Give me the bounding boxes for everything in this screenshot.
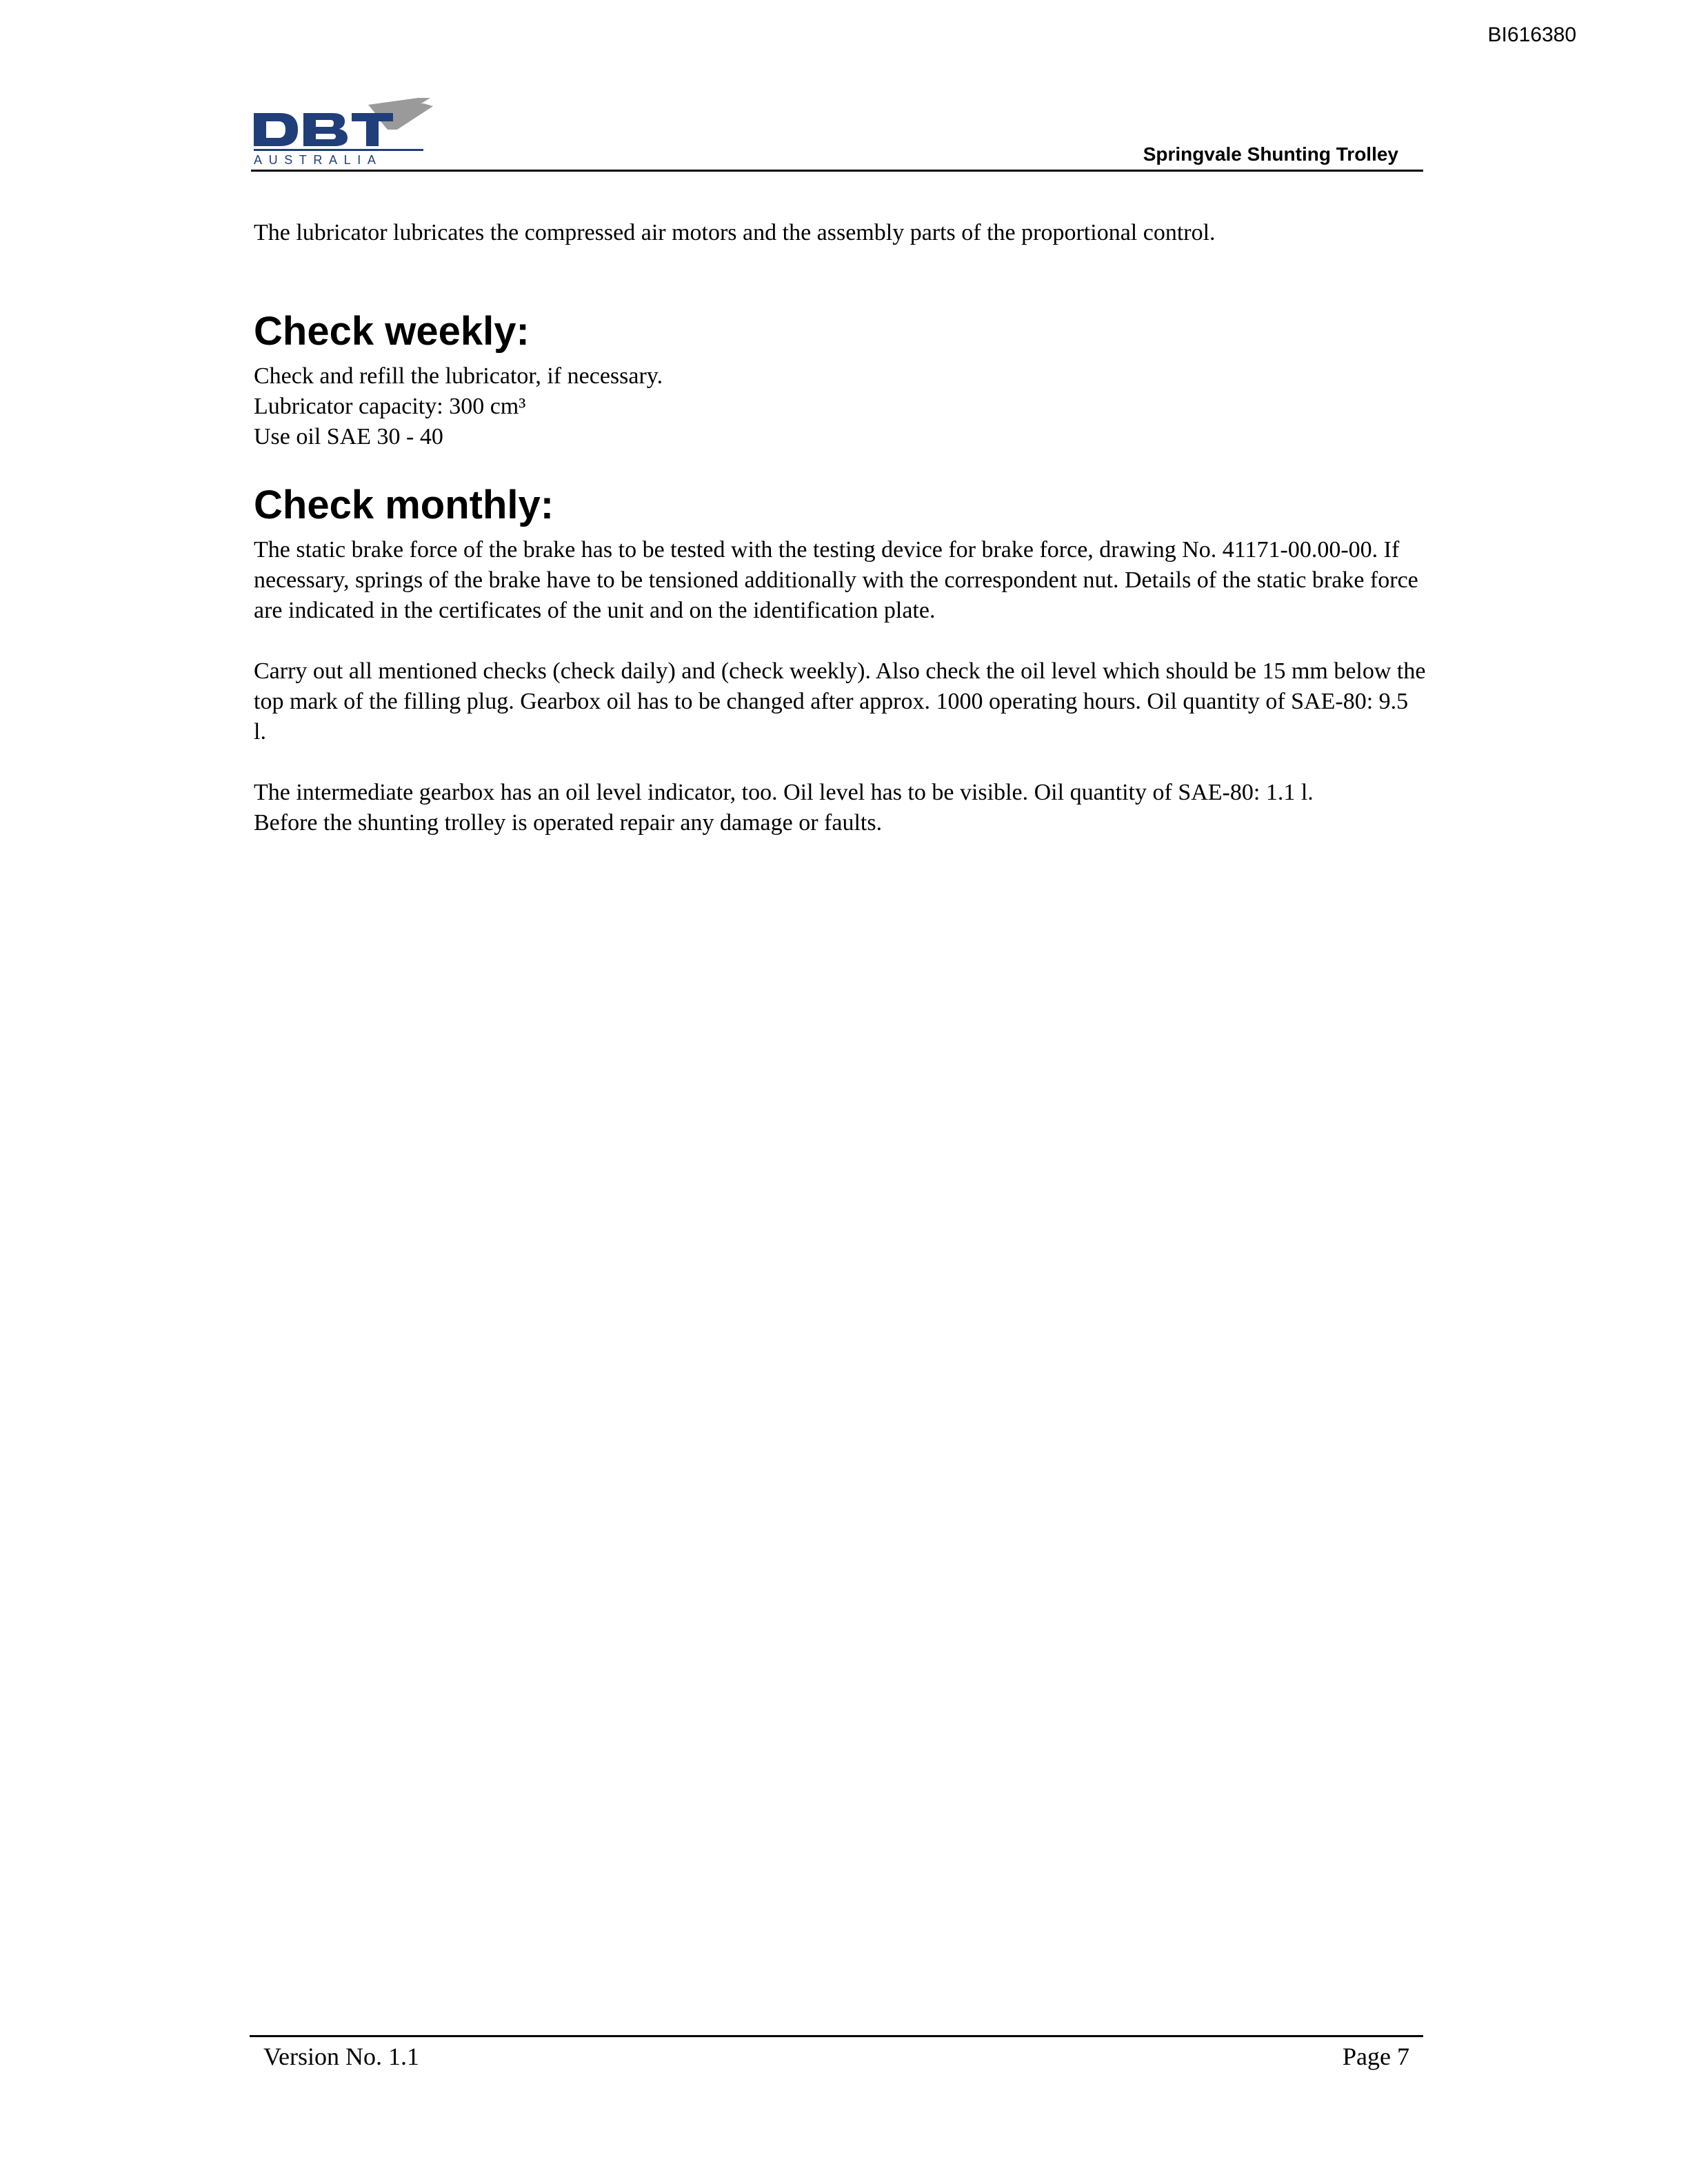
weekly-line: Lubricator capacity: 300 cm³ <box>254 394 526 419</box>
dbt-australia-logo <box>252 94 434 165</box>
logo-subtitle: AUSTRALIA <box>254 153 383 165</box>
footer-divider <box>250 2035 1423 2037</box>
weekly-line: Check and refill the lubricator, if necessary. <box>254 363 663 389</box>
version-number: Version No. 1.1 <box>263 2043 419 2070</box>
page-number: Page 7 <box>1343 2043 1409 2070</box>
intro-paragraph: The lubricator lubricates the compressed air motors and the assembly parts of the proportional control. <box>254 220 1216 245</box>
main-content <box>254 218 1426 838</box>
heading-check-weekly: Check weekly: <box>254 309 530 354</box>
document-id: BI616380 <box>1487 23 1576 46</box>
weekly-line: Use oil SAE 30 - 40 <box>254 424 443 449</box>
monthly-paragraph: The static brake force of the brake has to be tested with the testing device for brake force, drawing No. 41171-00.00-00. If necessary, springs of the brake have to be tensioned additionally with the correspondent nut. Details of the static brake force are indicated in the certificates of the unit and on the identification plate. <box>254 537 1418 623</box>
header-divider <box>251 170 1423 172</box>
monthly-paragraph: Before the shunting trolley is operated repair any damage or faults. <box>254 810 883 836</box>
monthly-paragraph: The intermediate gearbox has an oil level indicator, too. Oil level has to be visible. Oil quantity of SAE-80: 1.1 l. <box>254 780 1314 805</box>
header-title: Springvale Shunting Trolley <box>1143 143 1398 165</box>
heading-check-monthly: Check monthly: <box>254 483 554 527</box>
monthly-paragraph: Carry out all mentioned checks (check daily) and (check weekly). Also check the oil level which should be 15 mm below the top mark of the filling plug. Gearbox oil has to be changed after approx. 1000 operating hours. Oil quantity of SAE-80: 9.5 l. <box>254 658 1426 745</box>
